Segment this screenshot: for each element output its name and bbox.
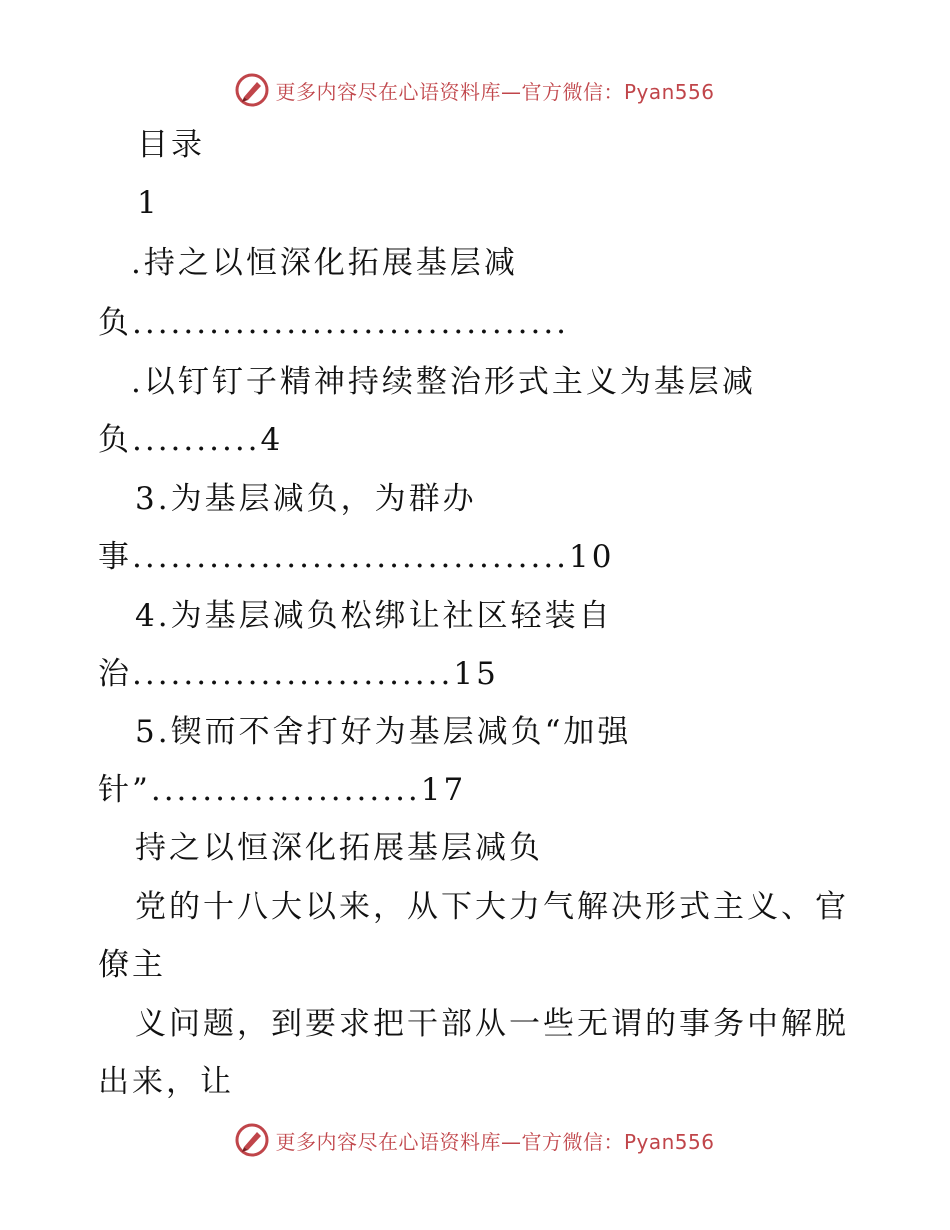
pen-logo-icon <box>235 73 269 107</box>
toc-entry-title: .持之以恒深化拓展基层减 <box>131 245 518 281</box>
body-paragraph-line: 党的十八大以来，从下大力气解决形式主义、官 <box>135 889 849 925</box>
toc-entry-title: 5.锲而不舍打好为基层减负“加强 <box>135 714 632 750</box>
toc-line: 1 <box>137 185 160 221</box>
toc-entry-title: 3.为基层减负，为群办 <box>135 481 477 517</box>
footer-watermark <box>0 1122 950 1158</box>
section-heading: 持之以恒深化拓展基层减负 <box>135 830 543 866</box>
watermark-text: 更多内容尽在心语资料库—官方微信：Pyan556 <box>275 79 715 104</box>
pen-logo-icon <box>235 1123 269 1157</box>
toc-entry-leader: 针”.....................17 <box>98 772 467 808</box>
body-paragraph-line: 义问题，到要求把干部从一些无谓的事务中解脱 <box>135 1006 849 1042</box>
toc-entry-leader: 负.................................. <box>98 305 570 341</box>
toc-entry-leader: 事..................................10 <box>98 539 615 575</box>
toc-entry-title: .以钉钉子精神持续整治形式主义为基层减 <box>131 364 756 400</box>
watermark-text: 更多内容尽在心语资料库—官方微信：Pyan556 <box>275 1129 715 1154</box>
toc-entry-title: 4.为基层减负松绑让社区轻装自 <box>135 598 613 634</box>
toc-entry-leader: 负..........4 <box>98 422 284 458</box>
toc-entry-leader: 治.........................15 <box>98 656 499 692</box>
toc-title: 目录 <box>137 127 205 163</box>
body-paragraph-line: 出来，让 <box>98 1064 234 1100</box>
body-paragraph-line: 僚主 <box>98 947 166 983</box>
header-watermark <box>0 72 950 108</box>
